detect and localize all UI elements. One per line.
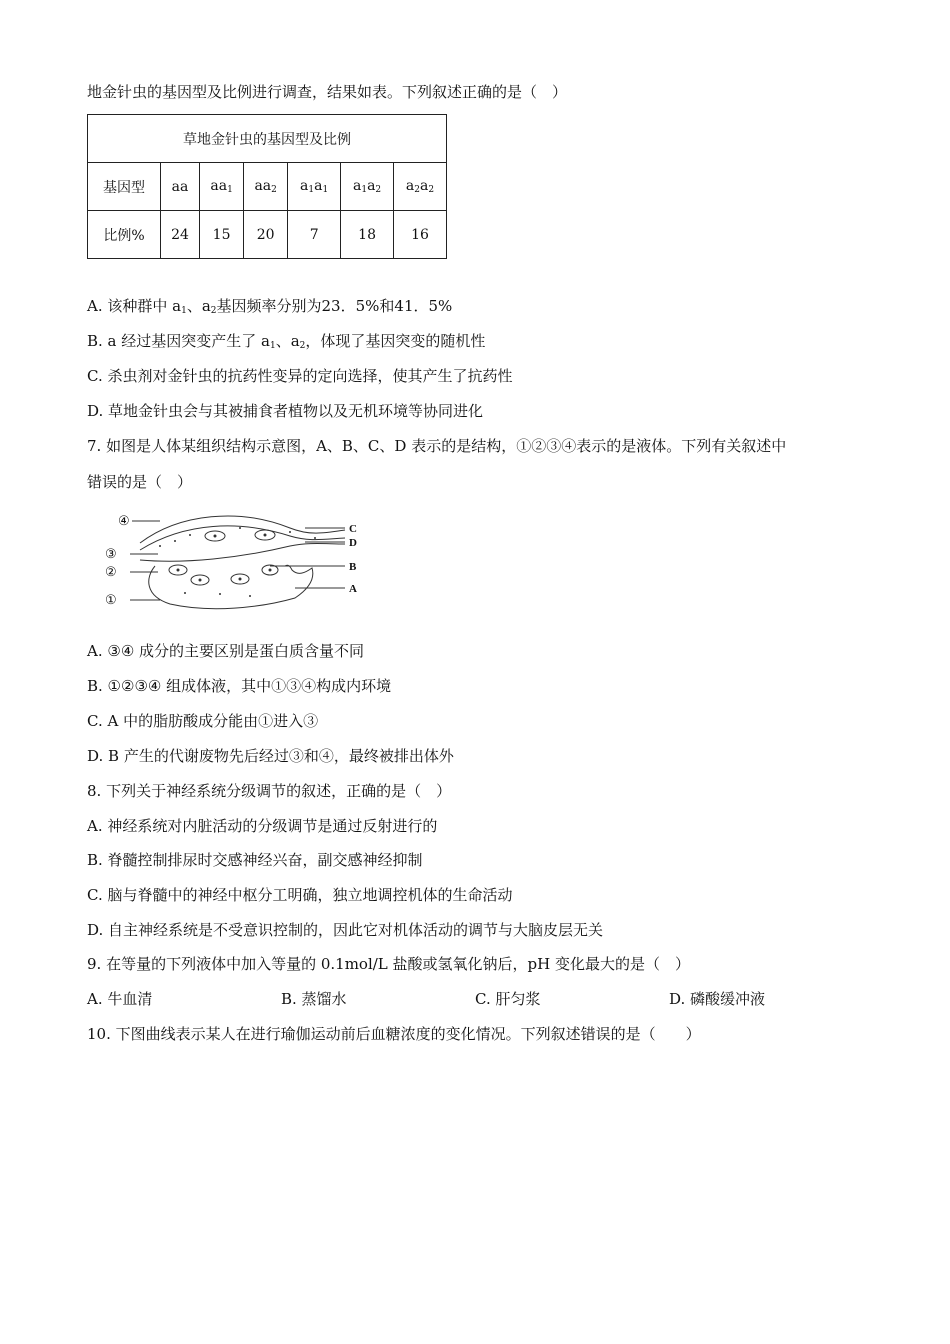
table-cell: $a_1a_2$ <box>341 163 394 211</box>
row-header-genotype: 基因型 <box>88 163 161 211</box>
q9-options <box>0 989 950 1009</box>
table-cell: 16 <box>394 211 447 259</box>
label-structure-D: D <box>349 537 357 549</box>
label-structure-C: C <box>349 523 357 535</box>
table-cell: 7 <box>288 211 341 259</box>
row-header-ratio: 比例% <box>88 211 161 259</box>
table-cell: 15 <box>200 211 244 259</box>
q8-stem: 8. 下列关于神经系统分级调节的叙述，正确的是（ ） <box>87 782 452 800</box>
table-caption: 草地金针虫的基因型及比例 <box>88 115 447 163</box>
label-structure-A: A <box>349 583 357 595</box>
q9-option-b: B. 蒸馏水 <box>281 990 347 1008</box>
q7-stem-line2: 错误的是（ ） <box>87 473 193 491</box>
table-row-ratio <box>88 211 447 259</box>
q7-option-c: C. A 中的脂肪酸成分能由①进入③ <box>87 712 319 730</box>
q6-option-c: C. 杀虫剂对金针虫的抗药性变异的定向选择，使其产生了抗药性 <box>87 367 513 385</box>
q6-option-d: D. 草地金针虫会与其被捕食者植物以及无机环境等协同进化 <box>87 402 484 420</box>
q6-option-a: A. 该种群中 $a_1$、$a_2$基因频率分别为23．5%和41．5% <box>87 297 453 316</box>
question-6-stem-continued: 地金针虫的基因型及比例进行调查，结果如表。下列叙述正确的是（ ） <box>87 83 568 101</box>
lymph-wall <box>140 544 345 562</box>
q8-option-a: A. 神经系统对内脏活动的分级调节是通过反射进行的 <box>87 817 438 835</box>
table-cell: $a_2a_2$ <box>394 163 447 211</box>
table-cell: 18 <box>341 211 394 259</box>
tissue-structure-figure <box>100 508 370 613</box>
table-cell: $aa_2$ <box>244 163 288 211</box>
label-fluid-3: ③ <box>105 546 117 561</box>
label-fluid-4: ④ <box>118 513 130 528</box>
genotype-table <box>87 114 447 259</box>
table-cell: $aa_1$ <box>200 163 244 211</box>
q9-option-a: A. 牛血清 <box>87 990 153 1008</box>
label-fluid-2: ② <box>105 564 117 579</box>
q10-stem: 10. 下图曲线表示某人在进行瑜伽运动前后血糖浓度的变化情况。下列叙述错误的是（ ） <box>87 1025 701 1043</box>
q8-option-c: C. 脑与脊髓中的神经中枢分工明确，独立地调控机体的生命活动 <box>87 886 513 904</box>
q7-stem-line1: 7. 如图是人体某组织结构示意图，A、B、C、D 表示的是结构，①②③④表示的是液体。下列有关叙述中 <box>87 437 787 455</box>
label-structure-B: B <box>349 561 357 573</box>
table-cell: 20 <box>244 211 288 259</box>
q7-option-d: D. B 产生的代谢废物先后经过③和④，最终被排出体外 <box>87 747 454 765</box>
table-cell: 24 <box>160 211 199 259</box>
capillary-wall-upper <box>140 516 345 543</box>
tissue-outline <box>149 565 313 608</box>
q7-option-b: B. ①②③④ 组成体液，其中①③④构成内环境 <box>87 677 392 695</box>
table-row-genotype <box>88 163 447 211</box>
q6-option-b: B. a 经过基因突变产生了 $a_1$、$a_2$，体现了基因突变的随机性 <box>87 332 486 351</box>
q9-option-c: C. 肝匀浆 <box>475 990 541 1008</box>
q7-option-a: A. ③④ 成分的主要区别是蛋白质含量不同 <box>87 642 365 660</box>
q8-option-b: B. 脊髓控制排尿时交感神经兴奋，副交感神经抑制 <box>87 851 423 869</box>
q9-option-d: D. 磷酸缓冲液 <box>669 990 766 1008</box>
label-fluid-1: ① <box>105 592 117 607</box>
table-cell: aa <box>160 163 199 211</box>
q9-stem: 9. 在等量的下列液体中加入等量的 0.1mol/L 盐酸或氢氧化钠后，pH 变化最大的是（ ） <box>87 955 690 973</box>
q8-option-d: D. 自主神经系统是不受意识控制的，因此它对机体活动的调节与大脑皮层无关 <box>87 921 604 939</box>
table-cell: $a_1a_1$ <box>288 163 341 211</box>
